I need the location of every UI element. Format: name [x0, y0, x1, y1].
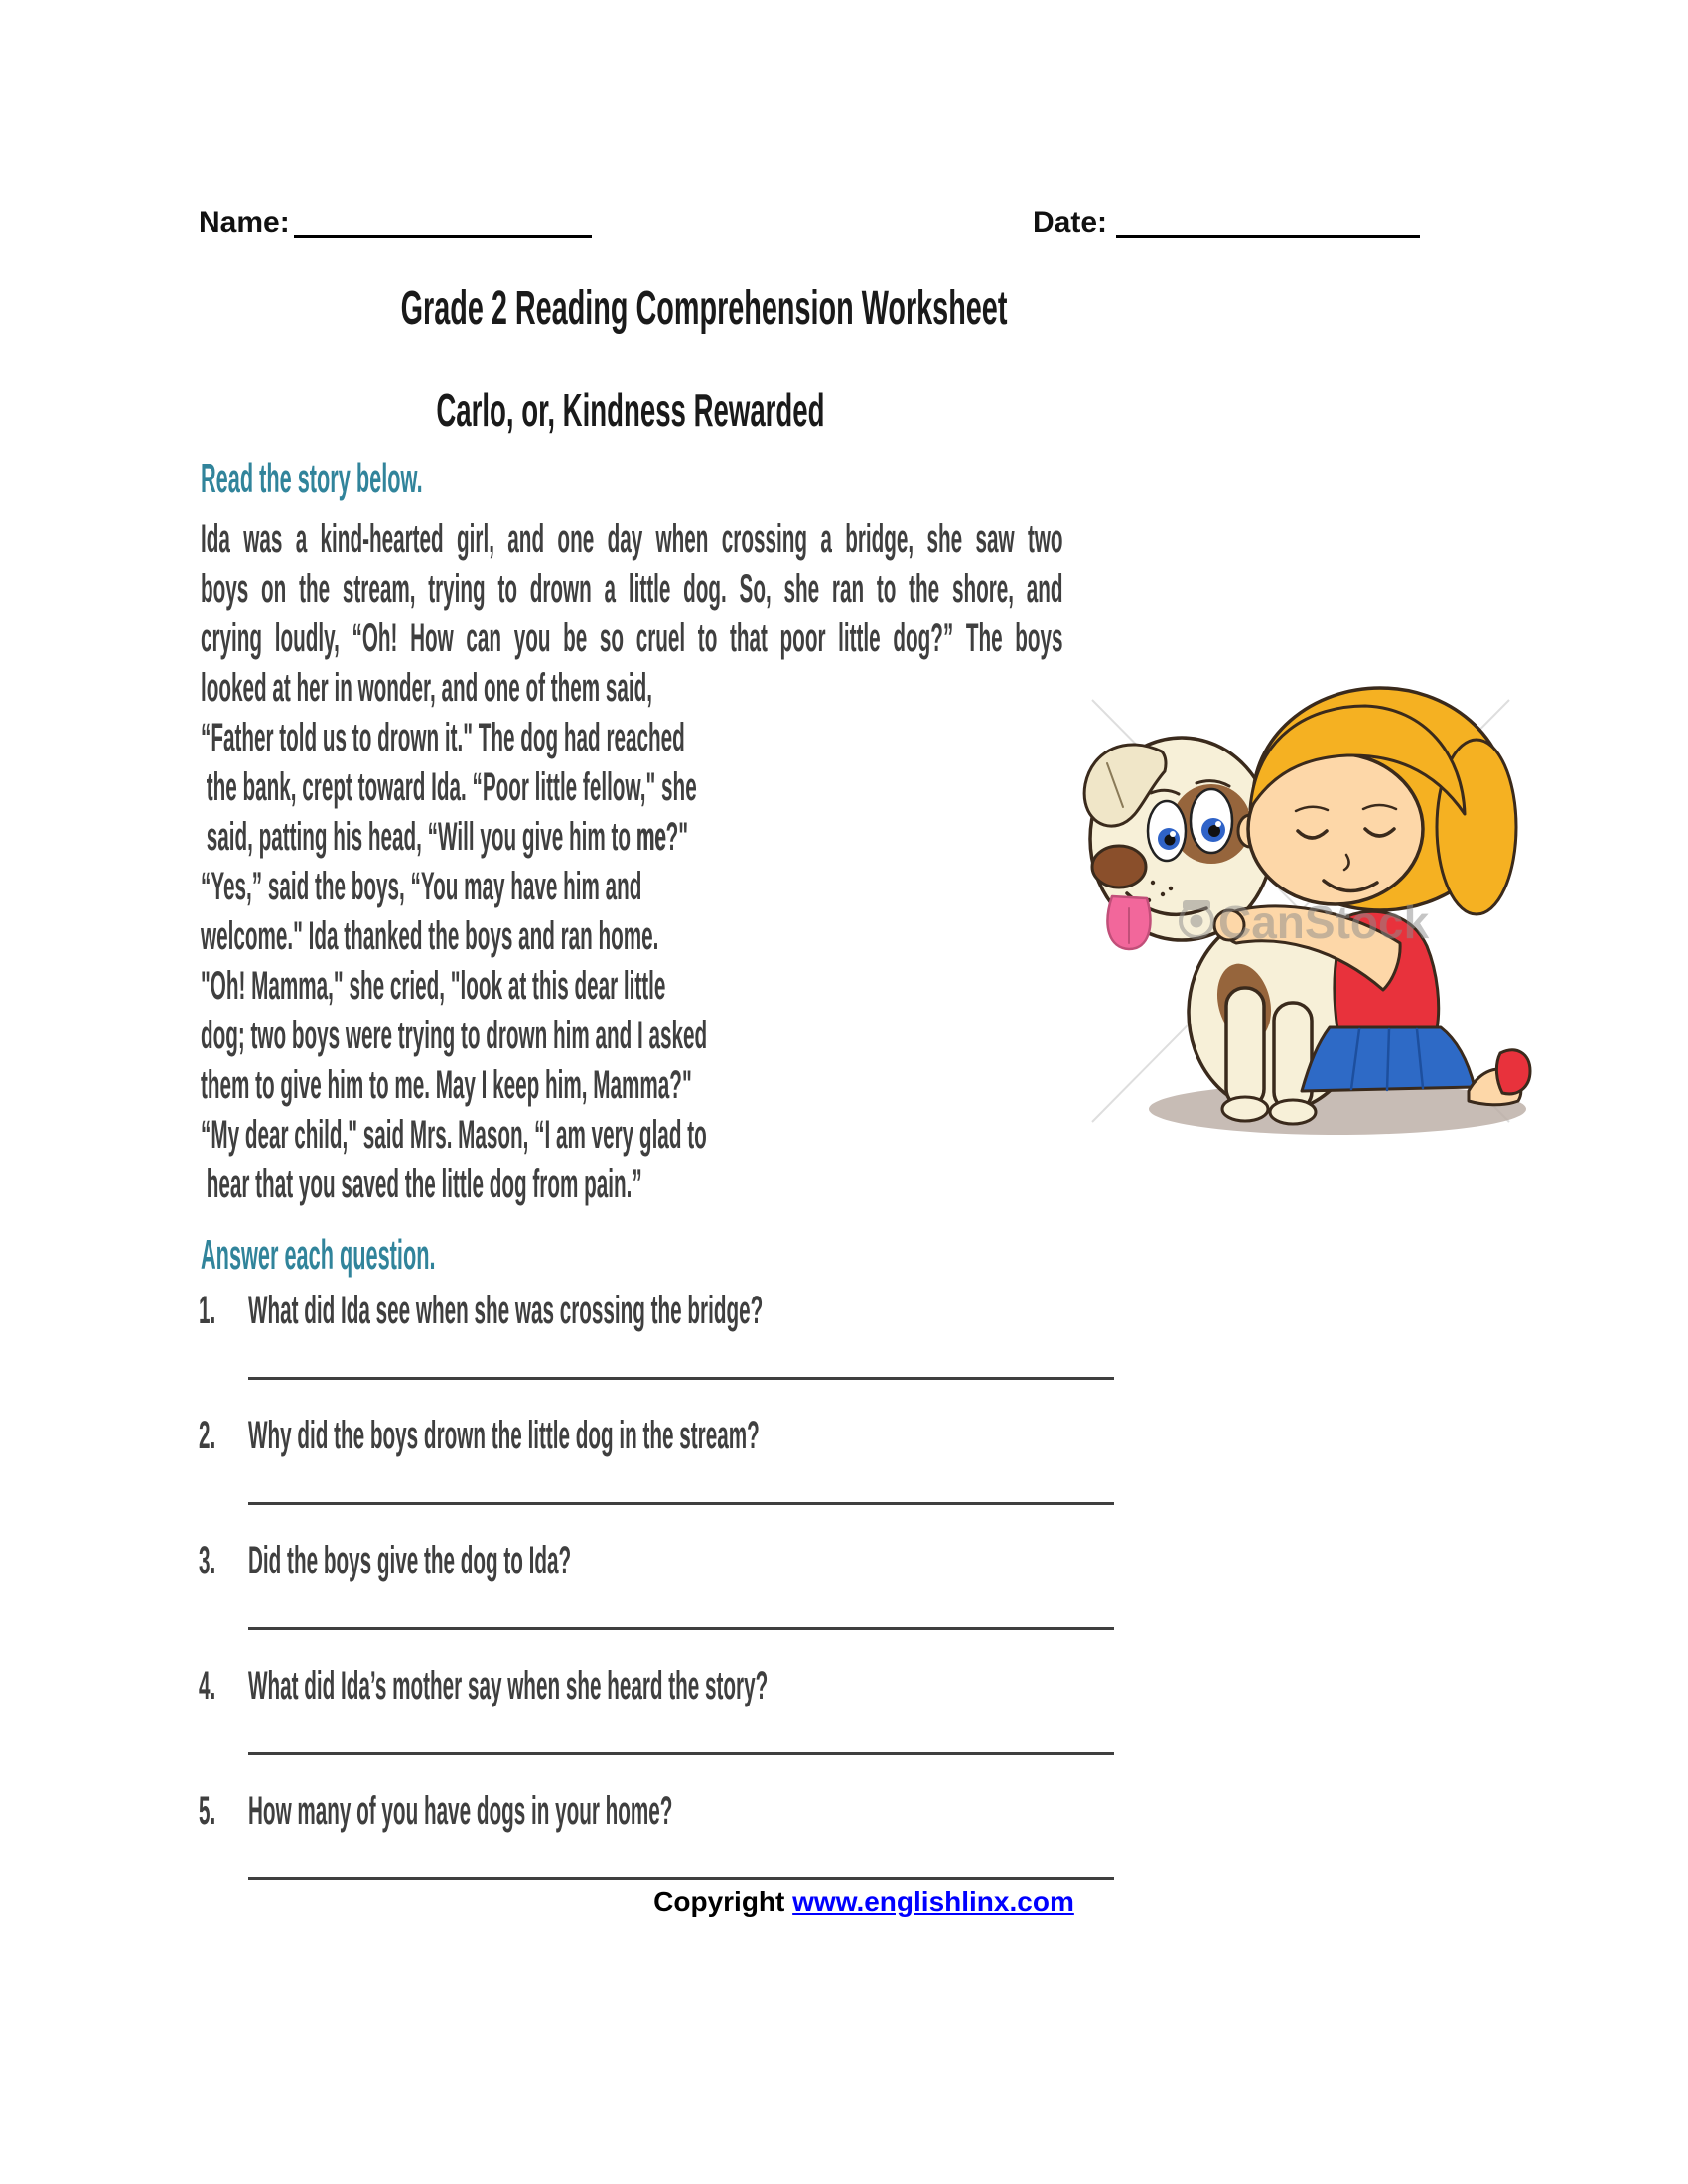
story-line: hear that you saved the little dog from pain.”: [201, 1162, 642, 1206]
question-number: 4.: [199, 1664, 216, 1707]
watermark-text: CanStock: [1218, 896, 1430, 948]
footer: [467, 1886, 1261, 1918]
story-line: crying loudly, “Oh! How can you be so cruel to that poor little dog?” The boys: [201, 616, 1063, 660]
question-text: Why did the boys drown the little dog in the stream?: [248, 1414, 760, 1457]
answer-line: [248, 1377, 1114, 1380]
question-item: [199, 1786, 1122, 1897]
answer-line: [248, 1877, 1114, 1880]
story-line: Ida was a kind-hearted girl, and one day when crossing a bridge, she saw two: [201, 517, 1063, 561]
story-title: Carlo, or, Kindness Rewarded: [436, 384, 825, 436]
story-line: them to give him to me. May I keep him, Mamma?": [201, 1063, 692, 1107]
story-line: the bank, crept toward Ida. “Poor little fellow," she: [201, 765, 697, 809]
story-line: looked at her in wonder, and one of them said,: [201, 666, 653, 710]
name-label: Name:: [199, 206, 290, 239]
question-item: [199, 1661, 1122, 1772]
question-number: 2.: [199, 1414, 216, 1457]
answer-line: [248, 1502, 1114, 1505]
story-line: “Yes,” said the boys, “You may have him and: [201, 865, 642, 908]
stock-watermark: [1181, 896, 1430, 948]
read-story-heading: Read the story below.: [201, 455, 423, 501]
copyright-link[interactable]: www.englishlinx.com: [792, 1886, 1074, 1917]
date-blank-line: [1116, 235, 1420, 238]
illustration-girl-hugging-dog: [1067, 660, 1534, 1157]
question-item: [199, 1411, 1122, 1522]
question-text: How many of you have dogs in your home?: [248, 1789, 673, 1833]
story-line: welcome." Ida thanked the boys and ran home.: [201, 914, 659, 958]
story-line: dog; two boys were trying to drown him and I asked: [201, 1014, 708, 1057]
answer-line: [248, 1752, 1114, 1755]
question-item: [199, 1536, 1122, 1647]
question-number: 3.: [199, 1539, 216, 1582]
copyright-label: Copyright: [653, 1886, 793, 1917]
answer-questions-heading: Answer each question.: [201, 1231, 436, 1278]
question-text: What did Ida see when she was crossing the bridge?: [248, 1289, 764, 1332]
question-text: What did Ida’s mother say when she heard the story?: [248, 1664, 769, 1707]
story-line: “My dear child," said Mrs. Mason, “I am very glad to: [201, 1113, 707, 1157]
story-line: boys on the stream, trying to drown a little dog. So, she ran to the shore, and: [201, 567, 1063, 611]
name-blank-line: [294, 235, 592, 238]
question-number: 5.: [199, 1789, 216, 1833]
question-number: 1.: [199, 1289, 216, 1332]
answer-line: [248, 1627, 1114, 1630]
question-text: Did the boys give the dog to Ida?: [248, 1539, 572, 1582]
story-line: “Father told us to drown it." The dog had reached: [201, 716, 685, 759]
page-title: Grade 2 Reading Comprehension Worksheet: [400, 282, 1008, 335]
story-line: said, patting his head, “Will you give him to me?": [201, 815, 689, 859]
date-label: Date:: [1033, 206, 1108, 239]
question-item: [199, 1286, 1122, 1397]
story-line: "Oh! Mamma," she cried, "look at this dear little: [201, 964, 666, 1008]
